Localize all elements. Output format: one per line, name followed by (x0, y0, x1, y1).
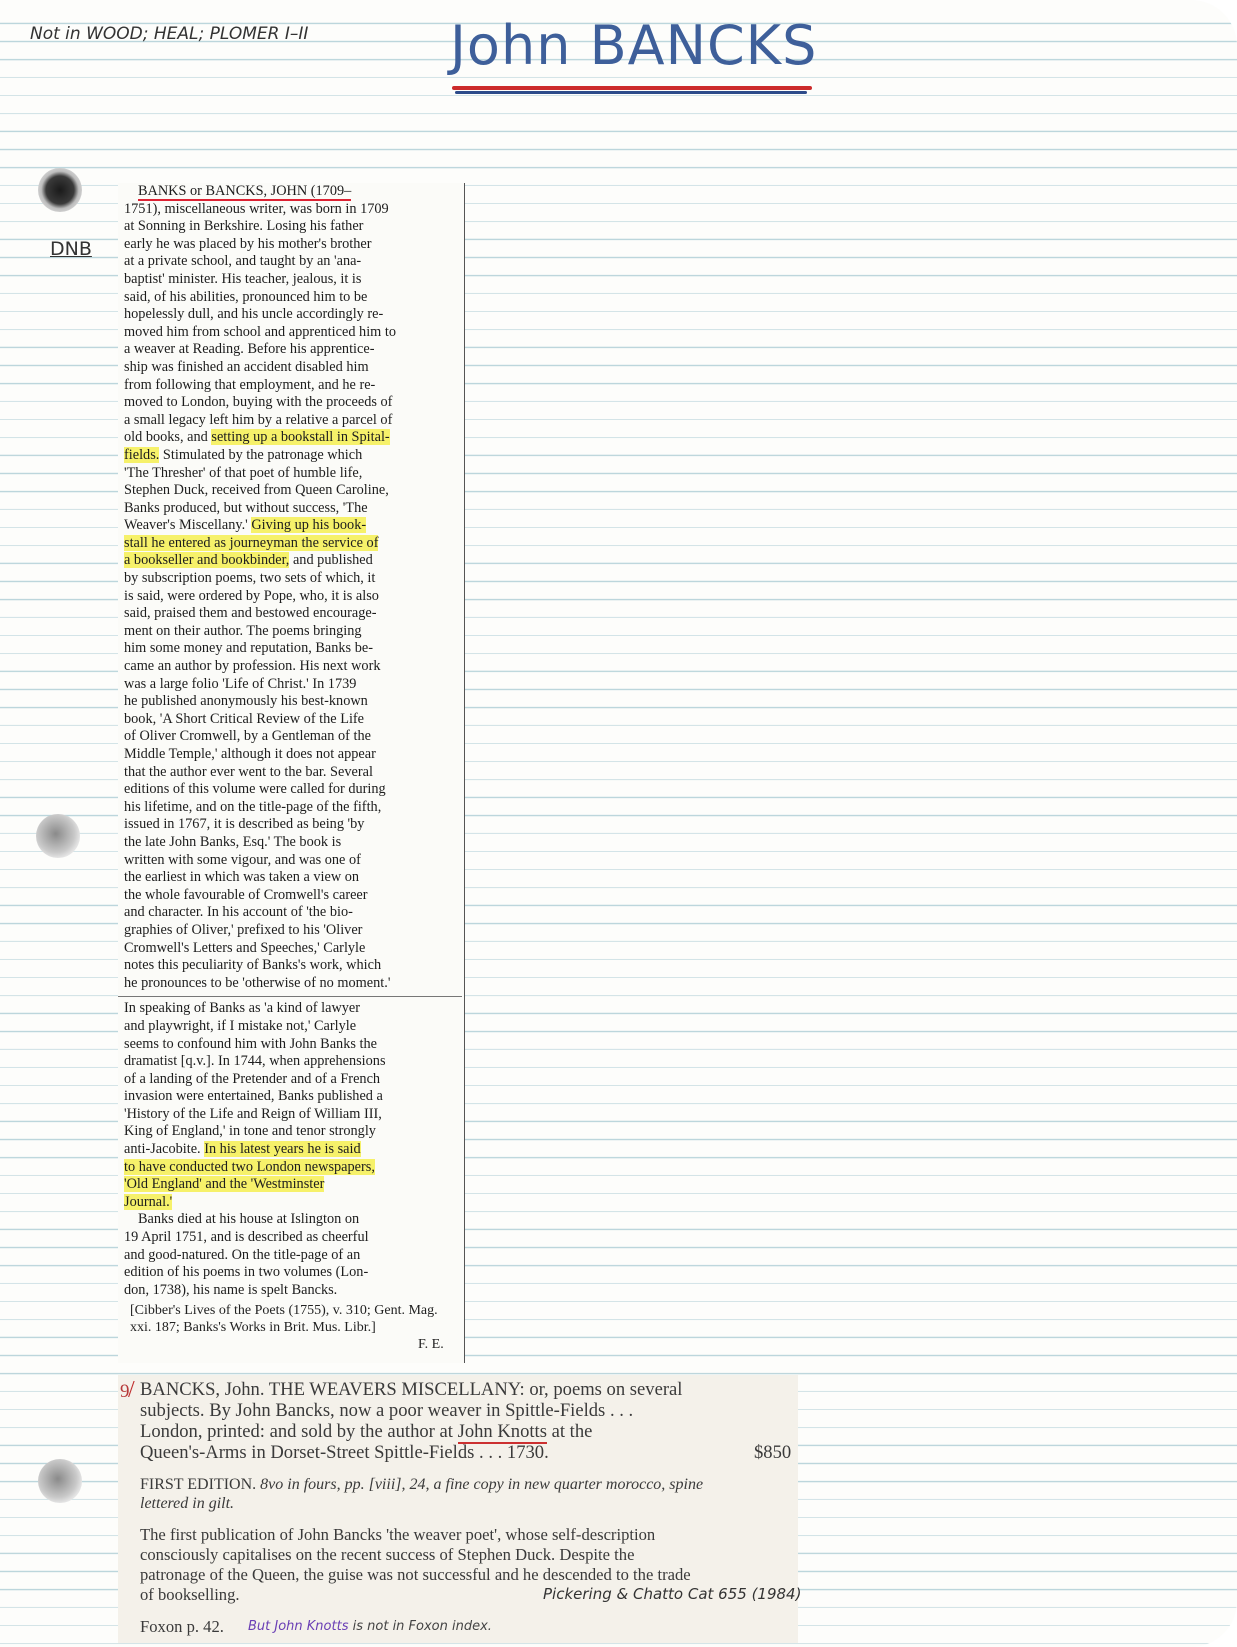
item-number-mark: / (128, 1377, 135, 1403)
catalogue-line: Queen's-Arms in Dorset-Street Spittle-Fields . . . 1730. (140, 1442, 549, 1463)
dnb-line: 19 April 1751, and is described as cheerful (124, 1229, 369, 1246)
dnb-text: Stimulated by the patronage which (159, 446, 363, 463)
dnb-line: the late John Banks, Esq.' The book is (124, 833, 342, 850)
dnb-line: came an author by profession. His next work (124, 658, 381, 675)
dnb-line: 'History of the Life and Reign of William III, (124, 1105, 382, 1122)
dnb-references: [Cibber's Lives of the Poets (1755), v. 310; Gent. Mag. xxi. 187; Banks's Works in Brit. Mus. Libr.] (130, 1303, 438, 1335)
highlight-bookstall: setting up a bookstall in Spital- (211, 429, 390, 446)
description-line: of bookselling. (140, 1585, 240, 1604)
highlight-giving-up-cont: stall he entered as journeyman the service of (124, 534, 379, 551)
dnb-line: and playwright, if I mistake not,' Carlyle (124, 1017, 357, 1034)
dnb-line: edition of his poems in two volumes (Lon- (124, 1264, 369, 1281)
dnb-line: dramatist [q.v.]. In 1744, when apprehensions (124, 1053, 386, 1070)
dnb-line: from following that employment, and he re- (124, 376, 376, 393)
binder-hole-top (38, 168, 82, 212)
catalogue-item-number: 9 (120, 1381, 130, 1402)
title-underline-blue (455, 91, 807, 94)
dnb-text: Weaver's Miscellany.' (124, 517, 252, 534)
dnb-line: at a private school, and taught by an 'ana- (124, 253, 362, 270)
dnb-line: written with some vigour, and was one of (124, 851, 361, 868)
catalogue-clipping (118, 1375, 802, 1643)
dnb-line (124, 1141, 460, 1159)
dnb-line: a small legacy left him by a relative a parcel of (124, 411, 393, 428)
dnb-line: early he was placed by his mother's brother (124, 235, 372, 252)
binder-hole-bottom (38, 1459, 82, 1503)
dnb-line (124, 447, 460, 465)
dnb-block-1 (124, 183, 460, 992)
dnb-line (124, 183, 460, 201)
dnb-line: King of England,' in tone and tenor strongly (124, 1123, 376, 1140)
dnb-line: Cromwell's Letters and Speeches,' Carlyle (124, 939, 366, 956)
dnb-line: moved him from school and apprenticed him to (124, 323, 396, 340)
highlight-newspapers-end: Journal.' (124, 1193, 173, 1210)
dnb-author-initials: F. E. (418, 1337, 444, 1352)
dnb-line: his lifetime, and on the title-page of the fifth, (124, 798, 382, 815)
dnb-block-2 (124, 1000, 460, 1299)
dnb-line: 1751), miscellaneous writer, was born in 1709 (124, 200, 389, 217)
dnb-line: Middle Temple,' although it does not appear (124, 746, 376, 762)
foxon-note-rest: is not in Foxon index. (352, 1619, 492, 1634)
dnb-line: issued in 1767, it is described as being 'by (124, 816, 365, 833)
dnb-line: and good-natured. On the title-page of an (124, 1246, 361, 1263)
foxon-note-handwritten (248, 1619, 492, 1634)
dnb-text: and published (289, 552, 373, 569)
catalogue-text: London, printed: and sold by the author at (140, 1421, 458, 1442)
dnb-line: ment on their author. The poems bringing (124, 622, 362, 639)
dnb-line: a weaver at Reading. Before his apprentice- (124, 341, 375, 358)
dnb-text: anti-Jacobite. (124, 1141, 205, 1158)
dnb-line: was a large folio 'Life of Christ.' In 1739 (124, 675, 357, 692)
catalogue-line (140, 1421, 592, 1443)
dnb-line: ship was finished an accident disabled him (124, 358, 369, 375)
dnb-line: that the author ever went to the bar. Several (124, 763, 373, 780)
dnb-line: he pronounces to be 'otherwise of no moment.' (124, 974, 391, 991)
clipping-divider (118, 996, 462, 997)
dnb-article-clipping (118, 183, 465, 1363)
highlight-bookstall-cont: fields. (124, 446, 160, 463)
dnb-heading: BANKS or BANCKS, JOHN (1709– (138, 183, 352, 199)
dnb-line: said, praised them and bestowed encourage- (124, 605, 377, 622)
dnb-line: invasion were entertained, Banks published a (124, 1088, 383, 1105)
dnb-line (124, 429, 460, 447)
dnb-line: of a landing of the Pretender and of a French (124, 1070, 381, 1087)
highlight-giving-up: Giving up his book- (251, 517, 367, 534)
edition-line (140, 1476, 703, 1494)
edition-description: 8vo in fours, pp. [viii], 24, a fine copy in new quarter morocco, spine (256, 1476, 704, 1493)
dnb-line (124, 517, 460, 535)
dnb-line (124, 535, 460, 553)
foxon-reference: Foxon p. 42. (140, 1617, 224, 1636)
dnb-line: hopelessly dull, and his uncle accordingly re- (124, 306, 384, 323)
catalogue-line: BANCKS, John. THE WEAVERS MISCELLANY: or, poems on several (140, 1379, 683, 1400)
description-line: patronage of the Queen, the guise was not successful and he descended to the trade (140, 1565, 691, 1584)
source-note-handwritten: Pickering & Chatto Cat 655 (1984) (543, 1585, 802, 1603)
foxon-note-name: But John Knotts (248, 1619, 349, 1634)
dnb-line: the earliest in which was taken a view on (124, 869, 360, 886)
dnb-line (124, 552, 460, 570)
dnb-line: moved to London, buying with the proceeds of (124, 394, 393, 411)
dnb-line: said, of his abilities, pronounced him to be (124, 288, 368, 305)
dnb-line: graphies of Oliver,' prefixed to his 'Oliver (124, 921, 363, 938)
dnb-line: at Sonning in Berkshire. Losing his father (124, 218, 364, 235)
dnb-line: book, 'A Short Critical Review of the Life (124, 710, 365, 727)
title-underline-red (452, 86, 812, 90)
description-line: consciously capitalises on the recent success of Stephen Duck. Despite the (140, 1545, 635, 1564)
dnb-line: notes this peculiarity of Banks's work, which (124, 957, 382, 974)
dnb-line: seems to confound him with John Banks the (124, 1035, 377, 1052)
dnb-line: editions of this volume were called for during (124, 781, 386, 798)
highlight-giving-up-end: a bookseller and bookbinder, (124, 552, 290, 569)
catalogue-line: subjects. By John Bancks, now a poor weaver in Spittle-Fields . . . (140, 1400, 634, 1421)
description-line: The first publication of John Bancks 'the weaver poet', whose self-description (140, 1525, 656, 1544)
dnb-line: baptist' minister. His teacher, jealous, it is (124, 270, 362, 287)
dnb-line (124, 1194, 460, 1212)
header-note: Not in WOOD; HEAL; PLOMER I–II (30, 24, 309, 44)
dnb-line: don, 1738), his name is spelt Bancks. (124, 1281, 338, 1298)
catalogue-price: $850 (754, 1442, 792, 1463)
dnb-text: old books, and (124, 429, 212, 446)
dnb-line: he published anonymously his best-known (124, 693, 368, 710)
dnb-line: of Oliver Cromwell, by a Gentleman of the (124, 728, 371, 745)
dnb-line (124, 1176, 460, 1194)
edition-label: FIRST EDITION. (140, 1476, 257, 1493)
dnb-line: Banks produced, but without success, 'The (124, 499, 368, 516)
binder-hole-middle (36, 814, 80, 858)
printer-name-underlined: John Knotts (457, 1421, 547, 1442)
dnb-line: is said, were ordered by Pope, who, it is also (124, 587, 379, 604)
edition-line-2: lettered in gilt. (140, 1495, 235, 1512)
highlight-newspapers-cont: to have conducted two London newspapers, (124, 1158, 375, 1175)
dnb-line: and character. In his account of 'the bio- (124, 904, 353, 921)
highlight-newspapers-titles: 'Old England' and the 'Westminster (124, 1176, 325, 1193)
dnb-line (124, 1159, 460, 1177)
dnb-line: In speaking of Banks as 'a kind of lawyer (124, 1000, 361, 1017)
dnb-line: the whole favourable of Cromwell's career (124, 886, 368, 903)
dnb-line: Stephen Duck, received from Queen Caroline, (124, 482, 389, 499)
highlight-newspapers: In his latest years he is said (204, 1141, 361, 1158)
dnb-label: DNB (50, 238, 92, 260)
dnb-line: Banks died at his house at Islington on (138, 1211, 360, 1228)
dnb-line: him some money and reputation, Banks be- (124, 640, 373, 657)
catalogue-text: at the (546, 1421, 593, 1442)
dnb-line: 'The Thresher' of that poet of humble life, (124, 464, 363, 481)
page-title: John BANCKS (450, 14, 818, 77)
dnb-line: by subscription poems, two sets of which, it (124, 570, 376, 587)
